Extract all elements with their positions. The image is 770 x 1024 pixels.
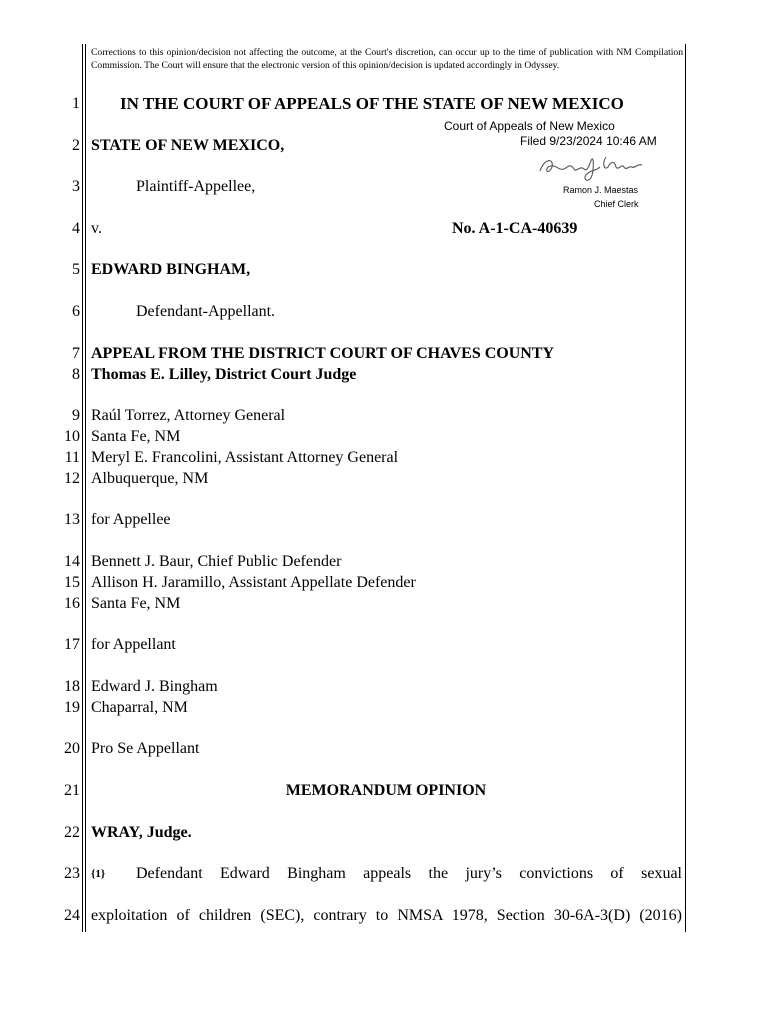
- line-number: 24: [64, 907, 80, 924]
- counsel-label: Pro Se Appellant: [91, 740, 200, 757]
- stamp-clerk-title: Chief Clerk: [594, 199, 639, 209]
- counsel-line: Raúl Torrez, Attorney General: [91, 407, 286, 424]
- line-number: 1: [72, 95, 80, 112]
- defendant-role: Defendant-Appellant.: [136, 303, 276, 320]
- line-number: 3: [72, 178, 80, 195]
- counsel-line: Santa Fe, NM: [91, 428, 181, 445]
- opinion-heading: MEMORANDUM OPINION: [285, 782, 487, 799]
- line-number: 20: [64, 740, 80, 757]
- counsel-line: Chaparral, NM: [91, 699, 188, 716]
- line-number: 7: [72, 345, 80, 362]
- plaintiff-role: Plaintiff-Appellee,: [136, 178, 256, 195]
- line-number: 8: [72, 366, 80, 383]
- counsel-line: Bennett J. Baur, Chief Public Defender: [91, 553, 342, 570]
- line-number: 21: [64, 782, 80, 799]
- appeal-from: APPEAL FROM THE DISTRICT COURT OF CHAVES COUNTY: [91, 345, 555, 362]
- counsel-line: Santa Fe, NM: [91, 595, 181, 612]
- line-number: 13: [64, 511, 80, 528]
- counsel-label: for Appellant: [91, 636, 176, 653]
- opinion-author: WRAY, Judge.: [91, 824, 192, 841]
- counsel-line: Edward J. Bingham: [91, 678, 218, 695]
- publication-notice: Corrections to this opinion/decision not affecting the outcome, at the Court's discretion, can occur up to the time of publication with NM Compilation Commission. The Court will ensure that the electronic version of this opinion/decision is updated accordingly in Odyssey.: [91, 47, 683, 71]
- line-number: 2: [72, 137, 80, 154]
- line-number: 12: [64, 470, 80, 487]
- clerk-signature: [536, 149, 646, 183]
- defendant-name: EDWARD BINGHAM,: [91, 261, 251, 278]
- stamp-filed-date: Filed 9/23/2024 10:46 AM: [520, 134, 657, 148]
- versus: v.: [91, 220, 102, 237]
- line-number: 14: [64, 553, 80, 570]
- line-number: 17: [64, 636, 80, 653]
- stamp-court: Court of Appeals of New Mexico: [444, 119, 615, 133]
- line-number: 5: [72, 261, 80, 278]
- plaintiff-name: STATE OF NEW MEXICO,: [91, 137, 285, 154]
- district-judge: Thomas E. Lilley, District Court Judge: [91, 366, 357, 383]
- opinion-text-line: exploitation of children (SEC), contrary to NMSA 1978, Section 30-6A-3(D) (2016): [91, 907, 682, 924]
- counsel-line: Meryl E. Francolini, Assistant Attorney General: [91, 449, 399, 466]
- line-number: 9: [72, 407, 80, 424]
- line-number: 10: [64, 428, 80, 445]
- counsel-label: for Appellee: [91, 511, 171, 528]
- counsel-line: Allison H. Jaramillo, Assistant Appellate Defender: [91, 574, 416, 591]
- line-number: 4: [72, 220, 80, 237]
- line-number: 18: [64, 678, 80, 695]
- docket-number: No. A-1-CA-40639: [452, 220, 578, 237]
- line-number: 23: [64, 865, 80, 882]
- court-title: IN THE COURT OF APPEALS OF THE STATE OF NEW MEXICO: [120, 94, 624, 113]
- line-number: 11: [64, 449, 80, 466]
- line-number: 16: [64, 595, 80, 612]
- line-number: 15: [64, 574, 80, 591]
- left-margin-rule-inner: [85, 44, 86, 932]
- line-number: 19: [64, 699, 80, 716]
- paragraph-marker: {1}: [91, 868, 106, 880]
- opinion-text-line: Defendant Edward Bingham appeals the jury’s convictions of sexual: [136, 865, 682, 882]
- stamp-clerk-name: Ramon J. Maestas: [563, 185, 639, 195]
- counsel-line: Albuquerque, NM: [91, 470, 209, 487]
- right-margin-rule: [685, 44, 686, 932]
- left-margin-rule: [82, 44, 83, 932]
- line-number: 22: [64, 824, 80, 841]
- line-number: 6: [72, 303, 80, 320]
